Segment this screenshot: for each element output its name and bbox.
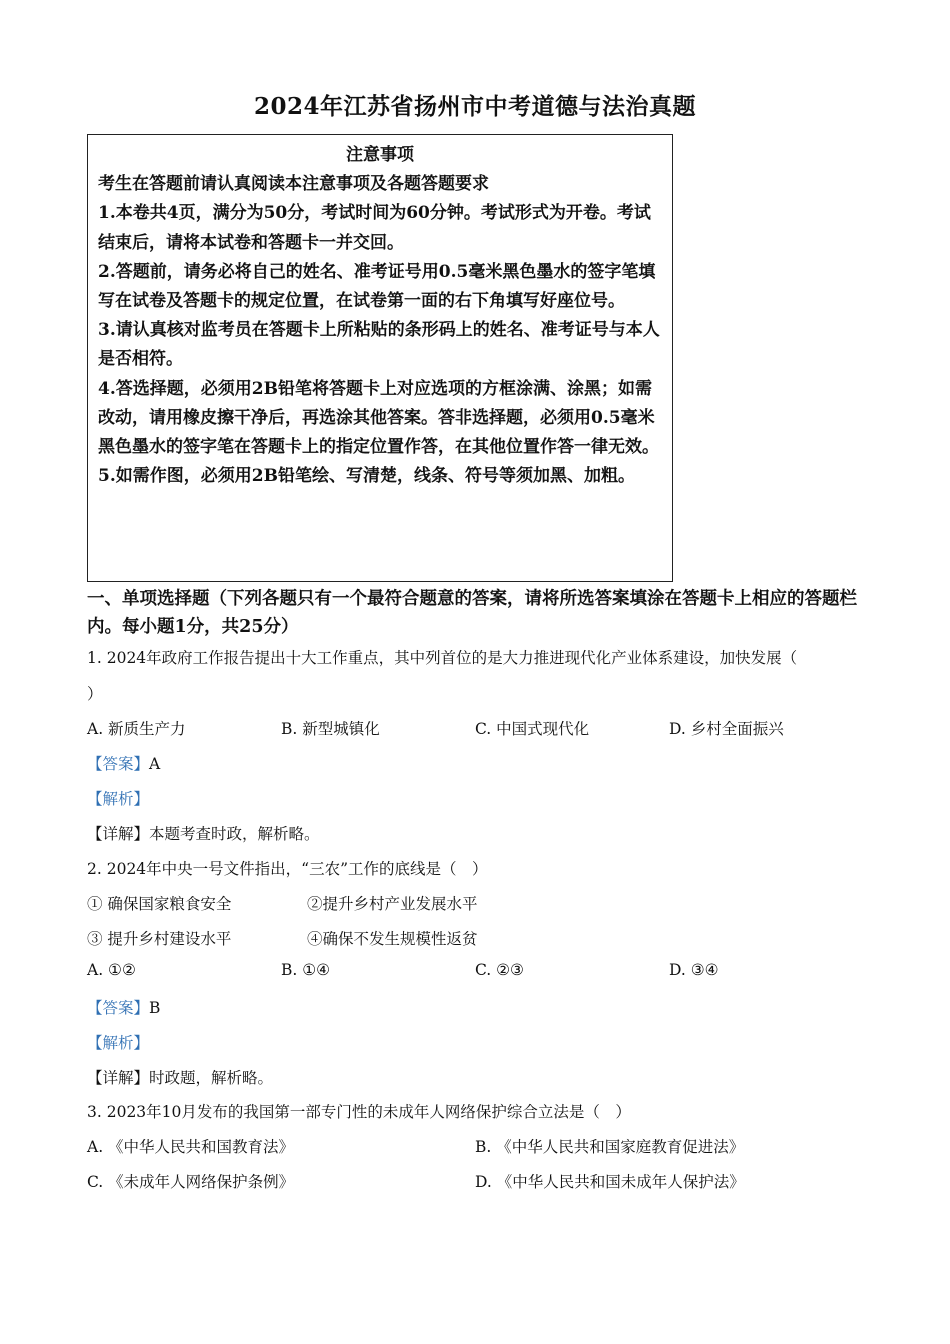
notice-item-3: 3.请认真核对监考员在答题卡上所粘贴的条形码上的姓名、准考证号与本人是否相符。 (98, 320, 660, 370)
answer-label: 【答案】 (87, 999, 150, 1017)
q2-option-d: D. ③④ (669, 961, 719, 979)
q3-stem: 3. 2023年10月发布的我国第一部专门性的未成年人网络保护综合立法是（ ） (87, 1103, 631, 1121)
q2-option-b: B. ①④ (281, 961, 331, 979)
q2-statement-1: ① 确保国家粮食安全 (87, 895, 232, 913)
q3-option-a: A. 《中华人民共和国教育法》 (87, 1138, 295, 1156)
q1-option-a: A. 新质生产力 (87, 720, 186, 738)
section-heading: 一、单项选择题（下列各题只有一个最符合题意的答案，请将所选答案填涂在答题卡上相应的答题栏内。每小题1分，共25分） (87, 589, 857, 637)
notice-item-2: 2.答题前，请务必将自己的姓名、准考证号用0.5毫米黑色墨水的签字笔填写在试卷及答题卡的规定位置，在试卷第一面的右下角填写好座位号。 (98, 261, 656, 312)
notice-item-4: 4.答选择题，必须用2B铅笔将答题卡上对应选项的方框涂满、涂黑；如需改动，请用橡皮擦干净后，再选涂其他答案。答非选择题，必须用0.5毫米黑色墨水的签字笔在答题卡上的指定位置作答，在其他位置作答一律无效。 (98, 378, 659, 458)
q2-answer (87, 996, 160, 1018)
q2-statement-3: ③ 提升乡村建设水平 (87, 930, 232, 948)
notice-item-1: 1.本卷共4页，满分为50分，考试时间为60分钟。考试形式为开卷。考试结束后，请将本试卷和答题卡一并交回。 (98, 203, 651, 253)
q1-stem-line1: 1. 2024年政府工作报告提出十大工作重点，其中列首位的是大力推进现代化产业体系建设，加快发展（ (87, 649, 798, 667)
document-title: 2024年江苏省扬州市中考道德与法治真题 (253, 93, 696, 120)
notice-heading: 注意事项 (346, 145, 414, 165)
q1-option-b: B. 新型城镇化 (281, 720, 380, 738)
detail-label: 【详解】 (87, 825, 150, 843)
q2-statement-4: ④确保不发生规模性返贫 (307, 930, 478, 948)
q1-detail (87, 822, 320, 844)
q2-option-a: A. ①② (87, 961, 136, 979)
notice-box (87, 134, 673, 582)
detail-text: 时政题，解析略。 (149, 1069, 274, 1087)
answer-label: 【答案】 (87, 755, 150, 773)
q3-option-b: B. 《中华人民共和国家庭教育促进法》 (475, 1138, 745, 1156)
q1-answer (87, 752, 160, 774)
q2-detail (87, 1066, 273, 1088)
notice-intro: 考生在答题前请认真阅读本注意事项及各题答题要求 (98, 174, 489, 195)
answer-value: A (149, 755, 161, 773)
detail-label: 【详解】 (87, 1069, 150, 1087)
notice-item-5: 5.如需作图，必须用2B铅笔绘、写清楚，线条、符号等须加黑、加粗。 (98, 466, 635, 487)
q1-option-d: D. 乡村全面振兴 (669, 720, 784, 738)
q2-stem: 2. 2024年中央一号文件指出，“三农”工作的底线是（ ） (87, 860, 488, 878)
q2-analysis-label: 【解析】 (87, 1034, 150, 1052)
q1-option-c: C. 中国式现代化 (475, 720, 590, 738)
q1-analysis-label: 【解析】 (87, 790, 150, 808)
q2-option-c: C. ②③ (475, 961, 524, 979)
q3-option-c: C. 《未成年人网络保护条例》 (87, 1173, 295, 1191)
q2-statement-2: ②提升乡村产业发展水平 (307, 895, 478, 913)
answer-value: B (149, 999, 161, 1017)
q3-option-d: D. 《中华人民共和国未成年人保护法》 (475, 1173, 745, 1191)
detail-text: 本题考查时政，解析略。 (149, 825, 320, 843)
q1-stem-line2: ） (87, 685, 103, 703)
